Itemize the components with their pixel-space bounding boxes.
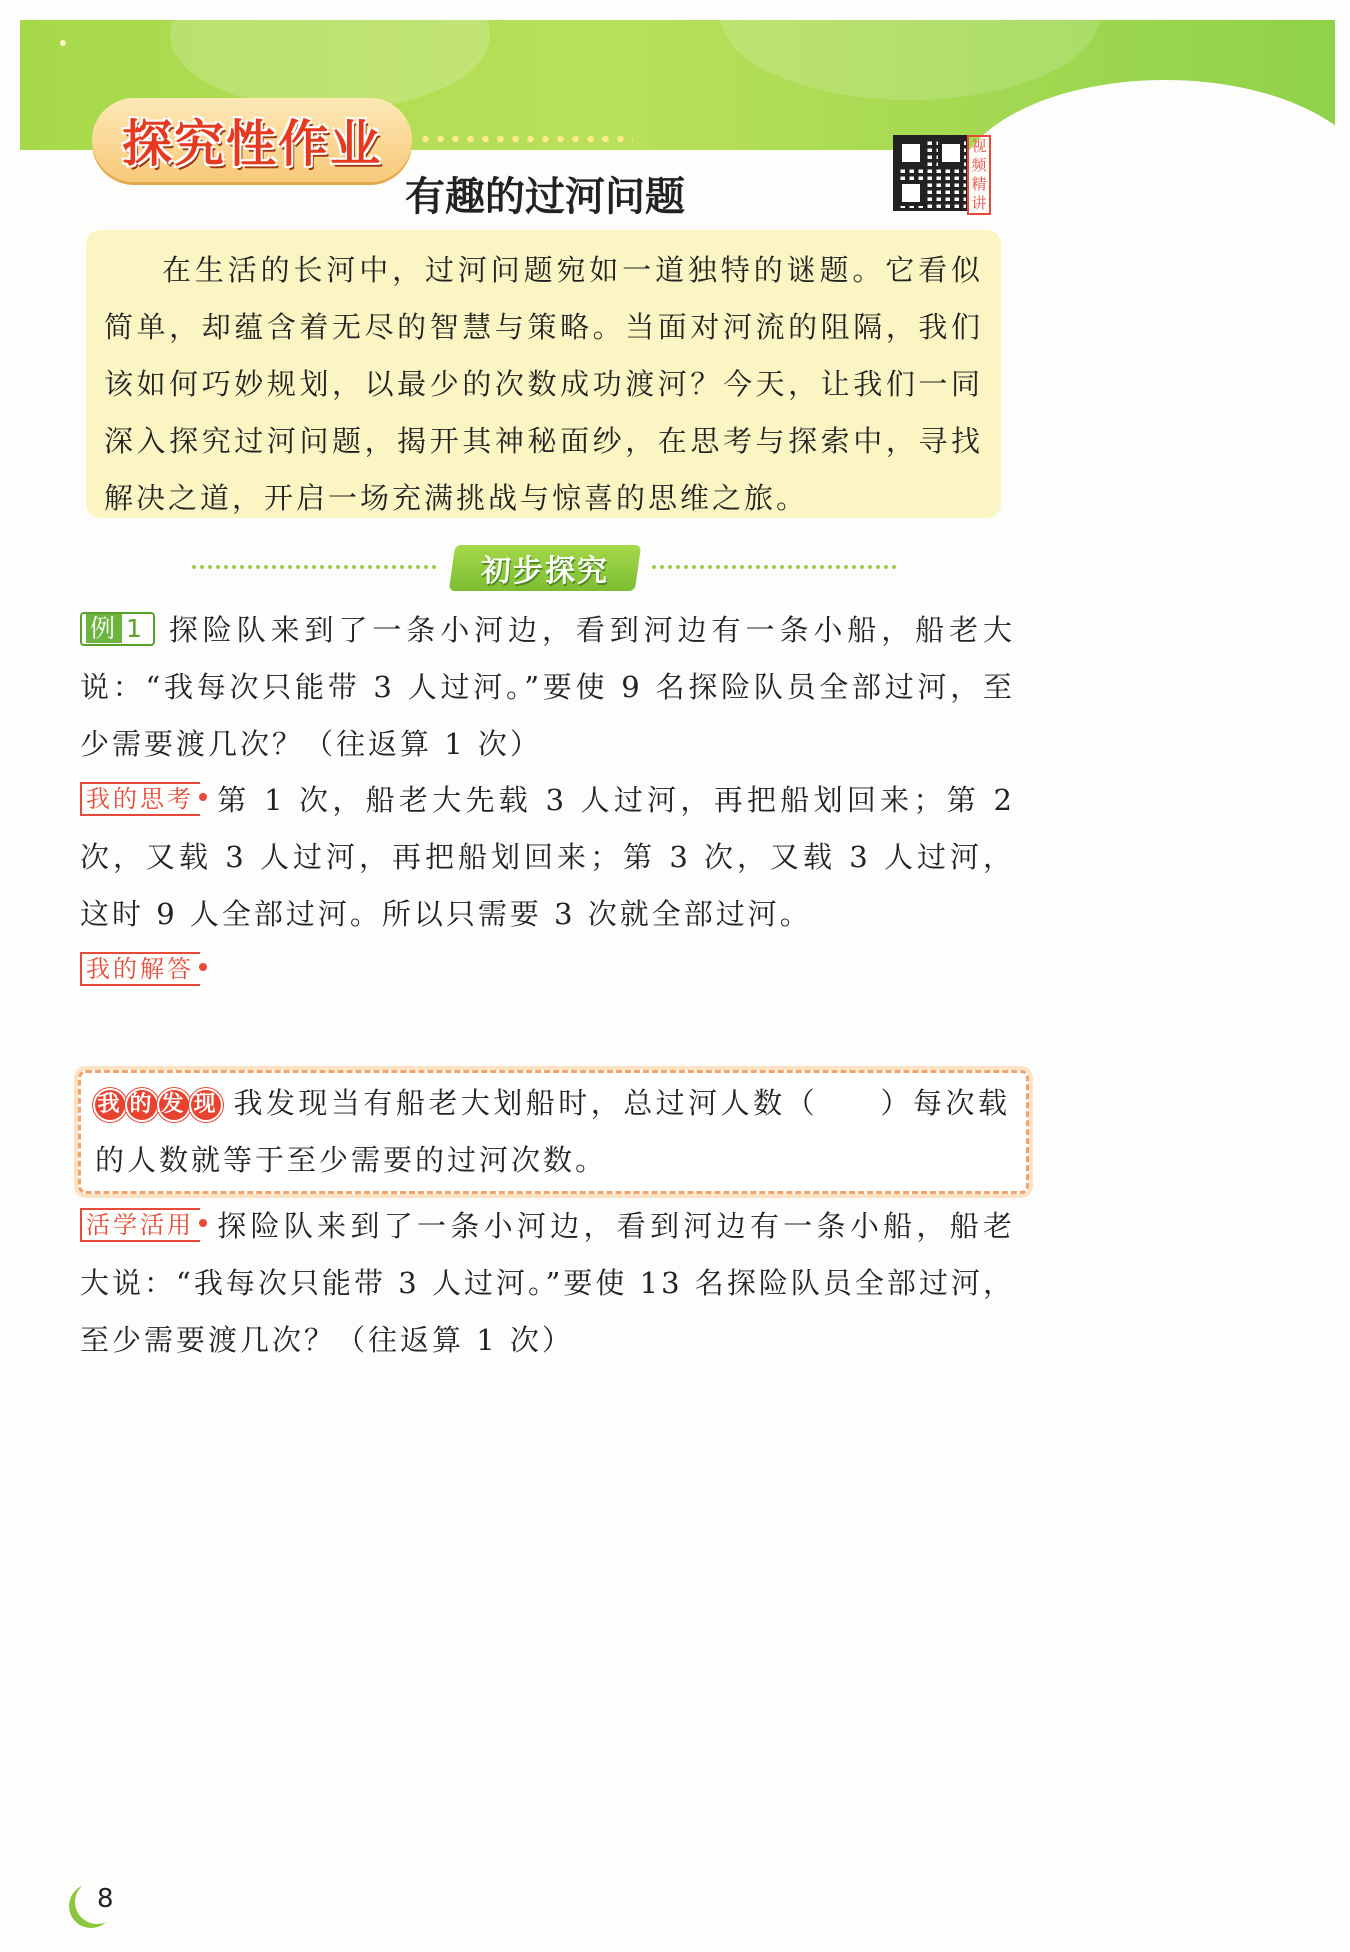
page-title: 有趣的过河问题 <box>405 174 685 220</box>
example-tag-number: 1 <box>126 614 145 643</box>
discovery-text-before: 我发现当有船老大划船时，总过河人数（ <box>233 1086 819 1120</box>
dotted-divider <box>418 134 633 144</box>
thinking-text: 第 1 次，船老大先载 3 人过河，再把船划回来；第 2 次，又载 3 人过河，再把船划回来；第 3 次，又载 3 人过河，这时 9 人全部过河。所以只需要 3 次就全部过河。 <box>80 783 1015 931</box>
discovery-box <box>78 1070 1029 1194</box>
intro-paragraph: 在生活的长河中，过河问题宛如一道独特的谜题。它看似简单，却蕴含着无尽的智慧与策略。当面对河流的阻隔，我们该如何巧妙规划，以最少的次数成功渡河？今天，让我们一同深入探究过河问题，揭开其神秘面纱，在思考与探索中，寻找解决之道，开启一场充满挑战与惊喜的思维之旅。 <box>86 230 1001 518</box>
practice-text: 探险队来到了一条小河边，看到河边有一条小船，船老大说：“我每次只能带 3 人过河。”要使 13 名探险队员全部过河，至少需要渡几次？（往返算 1 次） <box>80 1209 1015 1357</box>
thinking-tag: 我的思考 <box>80 782 200 816</box>
discovery-text <box>95 1075 1010 1189</box>
example-tag-prefix: 例 <box>86 614 122 643</box>
qr-corner <box>898 140 924 166</box>
sparkle-icon <box>60 40 66 46</box>
header-bubble <box>720 20 1100 100</box>
example-text: 探险队来到了一条小河边，看到河边有一条小船，船老大说：“我每次只能带 3 人过河。”要使 9 名探险队员全部过河，至少需要渡几次？（往返算 1 次） <box>80 613 1015 761</box>
my-answer <box>80 942 1015 999</box>
answer-tag: 我的解答 <box>80 952 200 986</box>
section-title: 初步探究 <box>481 554 609 589</box>
qr-corner <box>938 140 964 166</box>
dotted-divider <box>650 565 900 569</box>
video-lesson-tag: 视频精讲 <box>967 135 991 215</box>
discovery-tag <box>95 1090 223 1120</box>
discovery-tag-char: 的 <box>127 1090 157 1120</box>
example-question <box>80 602 1015 773</box>
header-curve <box>955 80 1335 150</box>
page-number: 8 <box>97 1884 114 1914</box>
discovery-tag-char: 发 <box>159 1090 189 1120</box>
page-number-block <box>75 1880 145 1930</box>
section-title-banner <box>449 545 641 591</box>
example-tag <box>80 612 155 646</box>
discovery-tag-char: 现 <box>191 1090 221 1120</box>
dotted-divider <box>190 565 440 569</box>
header-bubble <box>170 20 490 110</box>
my-thinking <box>80 772 1015 943</box>
badge-label: 探究性作业 <box>122 115 382 173</box>
discovery-tag-char: 我 <box>95 1090 125 1120</box>
workbook-page <box>20 20 1335 1940</box>
practice-tag: 活学活用 <box>80 1208 200 1242</box>
practice-question <box>80 1198 1015 1369</box>
discovery-text-after: ）每次载的人数就等于至少需要的过河次数。 <box>95 1086 1010 1177</box>
